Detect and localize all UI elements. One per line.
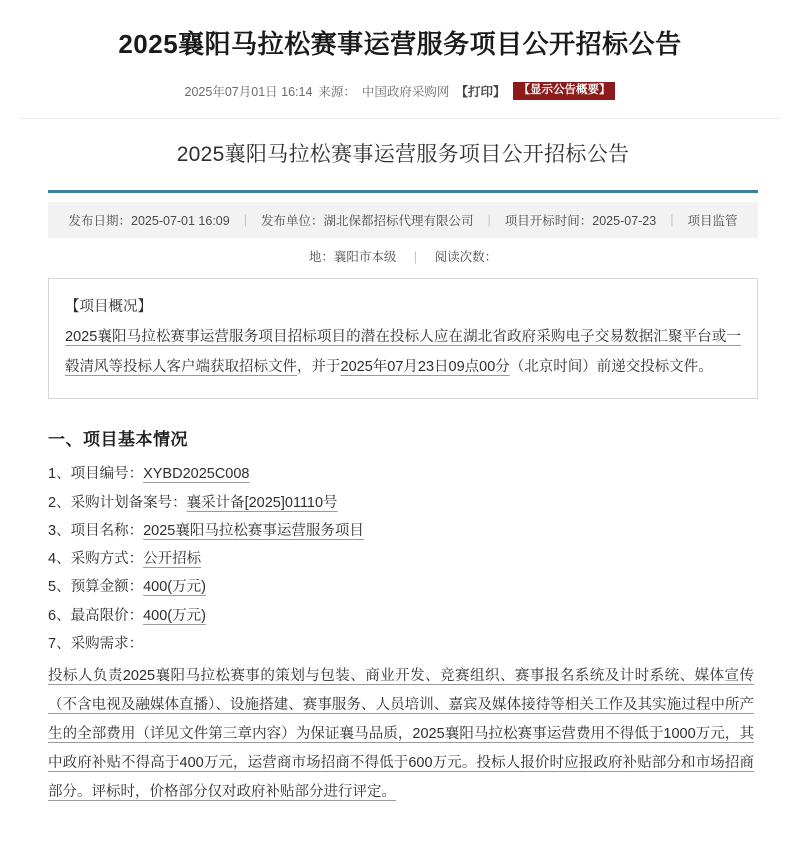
item-value: 2025襄阳马拉松赛事运营服务项目: [143, 522, 364, 539]
info-supervision-place-value: 襄阳市本级: [333, 250, 397, 265]
info-separator: |: [243, 213, 247, 228]
item-label: 项目名称：: [70, 522, 144, 539]
overview-segment-deadline: 2025年07月23日09点00分: [340, 358, 510, 375]
list-item: [48, 602, 758, 630]
project-overview-box: [48, 278, 758, 399]
overview-segment-connector: ，并于: [297, 358, 341, 375]
item-label: 采购需求：: [70, 635, 144, 652]
item-label: 采购方式：: [70, 551, 144, 568]
item-label: 预算金额：: [70, 579, 144, 596]
info-publish-unit-label: 发布单位：: [260, 214, 324, 229]
overview-segment-platform: 2025襄阳马拉松赛事运营服务项目招标项目的潜在投标人应在湖北省政府采购电子交易数据汇聚平台或一毂清风等投标人客户端获取招标文件: [65, 328, 741, 375]
item-value: 400(万元): [143, 607, 206, 624]
page-meta-line: [40, 82, 760, 100]
list-item: [48, 460, 758, 488]
info-separator: |: [487, 213, 491, 228]
item-number: 4、: [48, 551, 71, 568]
info-bid-open-time-label: 项目开标时间：: [504, 214, 593, 229]
item-number: 6、: [48, 607, 71, 624]
accent-rule: [48, 190, 758, 193]
page-title: 2025襄阳马拉松赛事运营服务项目公开招标公告: [118, 29, 682, 59]
item-number: 2、: [48, 494, 71, 511]
info-bar-second-line: [48, 238, 758, 265]
item-label: 项目编号：: [70, 466, 144, 483]
overview-paragraph: [65, 323, 741, 382]
item-label: 最高限价：: [70, 607, 144, 624]
info-bid-open-time-value: 2025-07-23: [592, 214, 657, 229]
item-label: 采购计划备案号：: [70, 494, 187, 511]
article-container: [0, 141, 800, 807]
article-title: 2025襄阳马拉松赛事运营服务项目公开招标公告: [176, 142, 630, 166]
info-publish-date-value: 2025-07-01 16:09: [131, 214, 230, 229]
list-item: [48, 573, 758, 601]
basic-info-list: [48, 460, 758, 658]
list-item: [48, 489, 758, 517]
info-views-label: 阅读次数：: [434, 250, 498, 265]
info-supervision-label: 项目监管: [687, 214, 738, 229]
item-value: 襄采计备[2025]01110号: [186, 494, 338, 511]
item-number: 3、: [48, 522, 71, 539]
item-number: 1、: [48, 466, 71, 483]
item-number: 7、: [48, 635, 71, 652]
item-number: 5、: [48, 579, 71, 596]
info-supervision-place-label: 地：: [308, 250, 334, 265]
header-divider: [20, 118, 780, 119]
info-separator: |: [413, 250, 418, 265]
info-publish-date-label: 发布日期：: [68, 214, 132, 229]
list-item: [48, 630, 758, 658]
list-item: [48, 545, 758, 573]
overview-heading: 【项目概况】: [65, 299, 152, 316]
info-bid-open-time: [505, 211, 656, 229]
list-item: [48, 517, 758, 545]
procurement-demand-text: 投标人负责2025襄阳马拉松赛事的策划与包装、商业开发、竞赛组织、赛事报名系统及计时系统、媒体宣传（不含电视及融媒体直播）、设施搭建、赛事服务、人员培训、嘉宾及媒体接待等相关工作及其实施过程中所产生的全部费用（详见文件第三章内容）为保证襄马品质，2025襄阳马拉松赛事运营费用不得低于1000万元，其中政府补贴不得高于400万元，运营商市场招商不得低于600万元。投标人报价时应报政府补贴部分和市场招商部分。评标时，价格部分仅对政府补贴部分进行评定。: [48, 668, 754, 801]
publish-datetime: 2025年07月01日 16:14: [184, 84, 313, 99]
info-bar: [48, 202, 758, 238]
source-name: 中国政府采购网: [361, 84, 450, 99]
show-summary-button[interactable]: 【显示公告概要】: [513, 82, 615, 100]
item-value: XYBD2025C008: [143, 466, 250, 483]
info-publish-unit-value: 湖北保都招标代理有限公司: [323, 214, 474, 229]
source-label: 来源：: [318, 84, 356, 99]
info-publish-date: [69, 211, 230, 229]
item-value: 400(万元): [143, 579, 206, 596]
item-value: 公开招标: [143, 551, 202, 568]
section-heading-basic-info: 一、项目基本情况: [48, 430, 188, 450]
print-button[interactable]: 【打印】: [455, 84, 506, 99]
page-header: [0, 0, 800, 100]
info-publish-unit: [261, 211, 474, 229]
info-separator: |: [670, 213, 674, 228]
overview-segment-tail: （北京时间）前递交投标文件。: [509, 358, 713, 375]
